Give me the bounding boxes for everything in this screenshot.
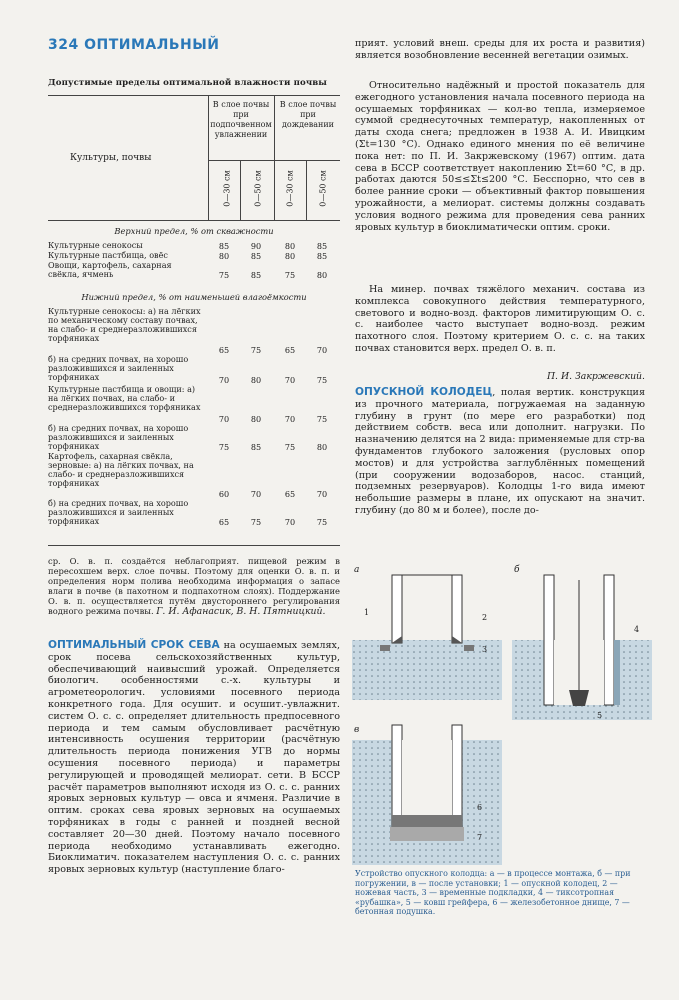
table-cell: 85 xyxy=(250,270,262,280)
table-cell: 75 xyxy=(250,345,262,355)
note-paragraph xyxy=(48,556,340,617)
table-cell: 75 xyxy=(218,270,230,280)
table-vline xyxy=(306,160,307,220)
table-cell: 75 xyxy=(316,375,328,385)
label-7: 7 xyxy=(477,833,483,842)
table-cell: 80 xyxy=(284,241,296,251)
thixotropic-jacket xyxy=(614,640,620,705)
label-1: 1 xyxy=(364,608,370,617)
caisson-wall-right xyxy=(452,725,462,830)
table-cell: 90 xyxy=(250,241,262,251)
note-authors: Г. И. Афанасик, В. Н. Пятницкий. xyxy=(156,606,326,617)
table-cell: 75 xyxy=(284,270,296,280)
caisson-interior xyxy=(402,740,452,818)
table-row-label: Культурные сенокосы: а) на лёгких по механическому составу почвах, на слабо- и среднеразложившихся торфяниках xyxy=(48,306,201,343)
table-cell: 85 xyxy=(250,442,262,452)
table-cell: 70 xyxy=(316,345,328,355)
page-number: 324 xyxy=(48,37,79,53)
label-6: 6 xyxy=(477,803,483,812)
table-cell: 75 xyxy=(218,442,230,452)
table-row-label: б) на средних почвах, на хорошо разложившихся и заиленных торфяниках xyxy=(48,354,189,382)
entry-text: , полая вертик. конструкция из прочного материала, погружаемая на заданную глубину в грунт (по мере его разработки) под действием собств. веса или дополнит. нагрузки. По назначению делятся на 2 вида: применяемые для стр-ва фундаментов глубокого заложения (русловых опор мостов) и для устройства заглублённых помещений (при сооружении водозаборов, насос. станций, подземных резервуаров). Колодцы 1-го вида имеют небольшие размеры в плане, их опускают на значит. глубину (до 80 м и более), после до- xyxy=(355,387,645,516)
label-2: 2 xyxy=(482,613,488,622)
table-title: Допустимые пределы оптимальной влажности почвы xyxy=(48,78,328,88)
table-cell: 60 xyxy=(218,489,230,499)
right-paragraph: На минер. почвах тяжёлого механич. состава из комплекса совокупного действия температурного, светового и водно-возд. факторов лимитирующим О. с. с. наиболее часто выступает водно-возд. режим пахотного слоя. Поэтому критерием О. с. с. на таких почвах становится верх. предел О. в. п. xyxy=(355,284,645,354)
table-cell: 80 xyxy=(218,251,230,261)
table-cell: 70 xyxy=(284,517,296,527)
table-row-label: б) на средних почвах, на хорошо разложившихся и заиленных торфяниках xyxy=(48,423,189,451)
running-title: ОПТИМАЛЬНЫЙ xyxy=(84,37,220,53)
right-paragraph: прият. условий внеш. среды для их роста и развития) является возобновление весенней вегетации озимых. xyxy=(355,38,645,61)
table-row-label: Культурные пастбища, овёс xyxy=(48,250,168,260)
table-cell: 80 xyxy=(284,251,296,261)
column-depth: 0—50 см xyxy=(318,170,328,207)
table-cell: 85 xyxy=(316,251,328,261)
entry-caisson xyxy=(355,387,645,517)
table-cell: 70 xyxy=(284,414,296,424)
table-vline xyxy=(240,160,241,220)
column-depth: 0—30 см xyxy=(222,170,232,207)
table-cell: 80 xyxy=(250,414,262,424)
label-5: 5 xyxy=(597,711,603,720)
label-3: 3 xyxy=(482,645,488,654)
label-4: 4 xyxy=(634,625,640,634)
table-cell: 70 xyxy=(218,414,230,424)
table-head-rule xyxy=(48,220,340,221)
caisson-wall-left xyxy=(544,575,554,705)
table-vline xyxy=(274,95,275,220)
table-cell: 80 xyxy=(316,270,328,280)
table-cell: 80 xyxy=(250,375,262,385)
table-cell: 70 xyxy=(218,375,230,385)
temporary-pad xyxy=(464,645,474,651)
entry-title: ОПУСКНОЙ КОЛОДЕЦ xyxy=(355,386,493,398)
table-cell: 75 xyxy=(250,517,262,527)
table-bottom-rule xyxy=(48,545,340,546)
rc-bottom-slab xyxy=(392,815,462,827)
table-row-label: б) на средних почвах, на хорошо разложившихся и заиленных торфяниках xyxy=(48,498,189,526)
table-cell: 85 xyxy=(250,251,262,261)
table-cell: 65 xyxy=(218,517,230,527)
table-row-label: Овощи, картофель, сахарная свёкла, ячмень xyxy=(48,260,172,279)
table-cell: 85 xyxy=(316,241,328,251)
table-cell: 65 xyxy=(284,345,296,355)
section-upper: Верхний предел, % от скважности xyxy=(114,226,274,236)
table-row-label: Культурные сенокосы xyxy=(48,240,143,250)
table-cell: 80 xyxy=(316,442,328,452)
caisson-wall-right xyxy=(452,575,462,643)
table-cell: 85 xyxy=(218,241,230,251)
entry-title: ОПТИМАЛЬНЫЙ СРОК СЕВА xyxy=(48,639,220,651)
column-group-sprinkling: В слое почвы при дождевании xyxy=(279,100,337,129)
table-vline xyxy=(208,95,209,220)
diagram-c-installed xyxy=(352,725,502,865)
table-cell: 65 xyxy=(218,345,230,355)
soil-texture xyxy=(352,640,502,700)
column-depth: 0—30 см xyxy=(285,170,295,207)
note-text: ср. О. в. п. создаётся неблагоприят. пищевой режим в пересохшем верх. слое почвы. Поэтому для оценки О. в. п. и определения норм полива необходима информация о запасе влаги в почве (в пахотном и подпахотном слоях). Поддержание О. в. п. осуществляется путём двустороннего регулирования водного режима почвы. xyxy=(48,556,340,616)
entry-text: на осушаемых землях, срок посева сельскохозяйственных культур, обеспечивающий наивысший урожай. Определяется биологич. особенностями с.-х. культуры и агрометеорологич. условиями посевного периода конкретного года. Для осушит. и осушит.-увлажнит. систем О. с. с. определяет длительность предпосевного периода и тем самым обусловливает расчётную интенсивность осушения территории (расчётную длительность периода понижения УГВ до нормы осушения посевного периода) и параметры регулирующей и проводящей мелиорат. сети. В БССР расчёт параметров выполняют исходя из О. с. с. ранних яровых зерновых культур — овса и ячменя. Различие в оптим. сроках сева яровых зерновых на осушаемых торфяниках в годы с ранней и поздней весной составляет 20—30 дней. Поэтому начало посевного периода необходимо устанавливать ежегодно. Биоклиматич. показателем наступления О. с. с. ранних яровых зерновых культур (наступление благо- xyxy=(48,640,340,876)
section-lower: Нижний предел, % от наименьшей влагоёмкости xyxy=(81,292,307,302)
table-row-label: Культурные пастбища и овощи: а) на лёгких почвах, на слабо- и среднеразложившихся торфяниках xyxy=(48,384,201,412)
table-cell: 70 xyxy=(250,489,262,499)
table-row-label: Картофель, сахарная свёкла, зерновые: а) на лёгких почвах, на слабо- и среднеразложившихся торфяниках xyxy=(48,451,194,488)
entry-optimal-sowing xyxy=(48,640,340,876)
label-a: а xyxy=(354,565,360,575)
figure-caption: Устройство опускного колодца: а — в процессе монтажа, б — при погружении, в — после установки; 1 — опускной колодец, 2 — ножевая часть, 3 — временные подкладки, 4 — тиксотропная «рубашка», 5 — ковш грейфера, 6 — железобетонное днище, 7 — бетонная подушка. xyxy=(355,869,631,917)
table-cell: 75 xyxy=(316,517,328,527)
diagram-b-sinking xyxy=(512,575,652,720)
caisson-wall-left xyxy=(392,725,402,830)
label-c: в xyxy=(354,725,360,735)
caisson-figure xyxy=(352,560,652,865)
table-cell: 75 xyxy=(316,414,328,424)
right-paragraph: Относительно надёжный и простой показатель для ежегодного установления начала посевного периода на осушаемых торфяниках — кол-во тепла, измеряемое суммой среднесуточных температур, накопленных от даты схода снега; предложен в 1938 А. И. Ивицким (Σt=130 °С). Однако единого мнения по её величине пока нет: по П. И. Закржевскому (1967) оптим. дата сева в БССР соответствует накоплению Σt=60 °С, в др. работах даются 50≤≤Σt≤200 °С. Бесспорно, что сев в более ранние сроки — объективный фактор повышения урожайности, а мелиорат. системы должны создавать условия водного режима для проведения сева ранних яровых культур в биоклиматически оптим. сроки. xyxy=(355,80,645,233)
table-cell: 65 xyxy=(284,489,296,499)
author: П. И. Закржевский. xyxy=(546,371,645,382)
table-cell: 75 xyxy=(284,442,296,452)
column-depth: 0—50 см xyxy=(253,170,263,207)
page-header xyxy=(48,37,220,53)
label-b: б xyxy=(514,565,520,575)
concrete-cushion xyxy=(390,827,464,841)
caisson-wall-left xyxy=(392,575,402,643)
diagram-a-assembly xyxy=(352,575,502,700)
temporary-pad xyxy=(380,645,390,651)
caisson-wall-right xyxy=(604,575,614,705)
column-group-subirrigation: В слое почвы при подпочвенном увлажнении xyxy=(210,100,272,139)
table-cell: 70 xyxy=(316,489,328,499)
table-cell: 70 xyxy=(284,375,296,385)
table-top-rule xyxy=(48,95,340,96)
table-mid-rule xyxy=(208,160,340,161)
row-header: Культуры, почвы xyxy=(70,153,152,163)
